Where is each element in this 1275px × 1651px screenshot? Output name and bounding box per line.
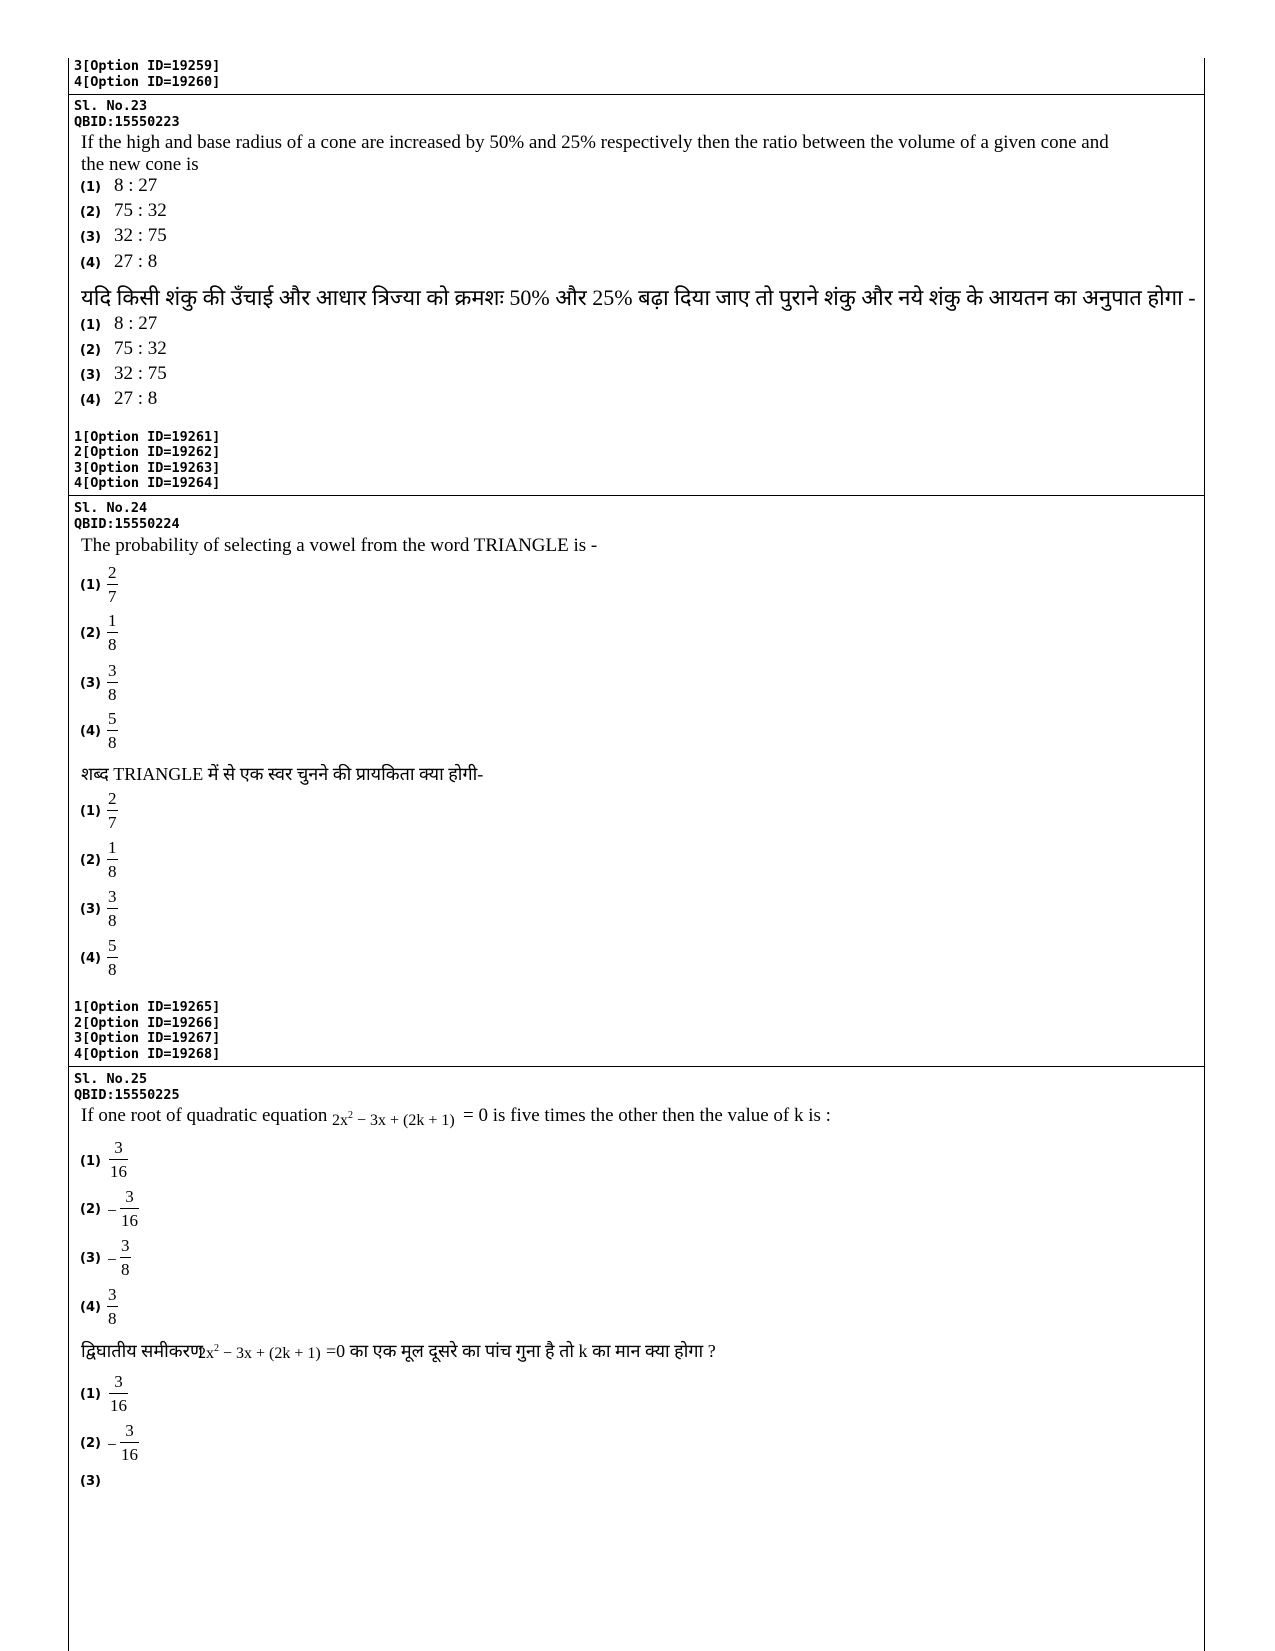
fraction bbox=[107, 1285, 118, 1328]
option-label: (3) bbox=[80, 676, 101, 691]
row-divider bbox=[68, 94, 1205, 95]
fraction-denominator: 7 bbox=[108, 813, 117, 832]
option-id: 2[Option ID=19266] bbox=[74, 1015, 221, 1031]
option-label: (4) bbox=[80, 1300, 101, 1315]
option-label: (2) bbox=[80, 1202, 101, 1217]
fraction bbox=[109, 1372, 128, 1415]
option-label: (1) bbox=[80, 804, 101, 819]
option-id: 1[Option ID=19261] bbox=[74, 429, 221, 445]
fraction-denominator: 8 bbox=[108, 960, 117, 979]
option-label: (2) bbox=[80, 343, 101, 358]
option-label: (4) bbox=[80, 951, 101, 966]
question-text-hindi-part2: =0 का एक मूल दूसरे का पांच गुना है तो k का मान क्या होगा ? bbox=[326, 1341, 716, 1361]
option-label: (3) bbox=[80, 902, 101, 917]
option-label: (4) bbox=[80, 724, 101, 739]
equation-term: − 3x + (2k + 1) bbox=[353, 1112, 455, 1129]
fraction-denominator: 16 bbox=[110, 1396, 127, 1415]
qbid: QBID:15550225 bbox=[74, 1087, 180, 1103]
fraction-numerator: 3 bbox=[114, 1372, 123, 1391]
equation-term: 2x bbox=[332, 1112, 348, 1129]
fraction-denominator: 8 bbox=[108, 733, 117, 752]
question-text-part1: If one root of quadratic equation bbox=[81, 1105, 328, 1126]
option-label: (2) bbox=[80, 626, 101, 641]
equation-exponent: 2 bbox=[214, 1343, 219, 1354]
fraction-denominator: 8 bbox=[108, 1309, 117, 1328]
fraction-numerator: 3 bbox=[108, 887, 117, 906]
option-label: (3) bbox=[80, 230, 101, 245]
option-id: 1[Option ID=19265] bbox=[74, 999, 221, 1015]
option-label: (3) bbox=[80, 1251, 101, 1266]
equation-term: − 3x + (2k + 1) bbox=[219, 1345, 321, 1362]
fraction-numerator: 1 bbox=[108, 611, 117, 630]
option-fraction bbox=[107, 887, 118, 930]
option-fraction bbox=[107, 936, 118, 979]
row-divider bbox=[68, 495, 1205, 496]
fraction-denominator: 16 bbox=[121, 1211, 138, 1230]
option-id: 3[Option ID=19259] bbox=[74, 58, 221, 74]
question-text-hindi-part1: द्विघातीय समीकरण bbox=[81, 1341, 203, 1361]
option-fraction bbox=[107, 611, 118, 654]
option-label: (2) bbox=[80, 1436, 101, 1451]
fraction-numerator: 1 bbox=[108, 838, 117, 857]
option-label: (3) bbox=[80, 368, 101, 383]
fraction-denominator: 8 bbox=[108, 685, 117, 704]
option-label: (1) bbox=[80, 318, 101, 333]
option-label: (1) bbox=[80, 180, 101, 195]
option-id: 4[Option ID=19260] bbox=[74, 74, 221, 90]
equation-exponent: 2 bbox=[348, 1110, 353, 1121]
question-text-line1: If the high and base radius of a cone are increased by 50% and 25% respectively then the ratio between the volume of a given cone and bbox=[81, 132, 1109, 153]
fraction-sign: − bbox=[107, 1435, 117, 1454]
fraction-denominator: 7 bbox=[108, 587, 117, 606]
fraction-numerator: 3 bbox=[125, 1421, 134, 1440]
fraction-denominator: 16 bbox=[110, 1162, 127, 1181]
fraction bbox=[109, 1138, 128, 1181]
option-label: (2) bbox=[80, 853, 101, 868]
fraction-numerator: 3 bbox=[108, 1285, 117, 1304]
qbid: QBID:15550223 bbox=[74, 114, 180, 130]
quadratic-equation bbox=[198, 1343, 321, 1363]
option-fraction bbox=[107, 563, 118, 606]
fraction-numerator: 3 bbox=[108, 661, 117, 680]
equation-term: 2x bbox=[198, 1345, 214, 1362]
option-value: 75 : 32 bbox=[114, 338, 167, 359]
fraction-sign: − bbox=[107, 1201, 117, 1220]
option-id: 3[Option ID=19263] bbox=[74, 460, 221, 476]
option-value: 75 : 32 bbox=[114, 200, 167, 221]
option-label: (1) bbox=[80, 578, 101, 593]
serial-number: Sl. No.23 bbox=[74, 98, 148, 114]
option-fraction bbox=[107, 838, 118, 881]
option-id: 4[Option ID=19268] bbox=[74, 1046, 221, 1062]
option-label: (3) bbox=[80, 1474, 101, 1489]
fraction-denominator: 8 bbox=[108, 911, 117, 930]
fraction bbox=[120, 1236, 131, 1279]
question-text-hindi: शब्द TRIANGLE में से एक स्वर चुनने की प्रायकिता क्या होगी- bbox=[81, 764, 484, 784]
option-value: 32 : 75 bbox=[114, 363, 167, 384]
fraction-denominator: 8 bbox=[108, 862, 117, 881]
fraction-denominator: 16 bbox=[121, 1445, 138, 1464]
question-text-hindi: यदि किसी शंकु की उँचाई और आधार त्रिज्या को क्रमशः 50% और 25% बढ़ा दिया जाए तो पुराने शंकु और नये शंकु के आयतन का अनुपात होगा - bbox=[81, 285, 1196, 310]
serial-number: Sl. No.24 bbox=[74, 500, 148, 516]
fraction bbox=[120, 1187, 139, 1230]
option-value: 8 : 27 bbox=[114, 313, 158, 334]
row-divider bbox=[68, 1066, 1205, 1067]
option-value: 27 : 8 bbox=[114, 388, 158, 409]
fraction-numerator: 3 bbox=[114, 1138, 123, 1157]
fraction bbox=[120, 1421, 139, 1464]
option-fraction bbox=[107, 709, 118, 752]
option-label: (4) bbox=[80, 256, 101, 271]
question-text-line2: the new cone is bbox=[81, 154, 199, 175]
fraction-numerator: 5 bbox=[108, 936, 117, 955]
qbid: QBID:15550224 bbox=[74, 516, 180, 532]
fraction-numerator: 2 bbox=[108, 563, 117, 582]
option-id: 3[Option ID=19267] bbox=[74, 1030, 221, 1046]
quadratic-equation bbox=[332, 1110, 455, 1130]
option-label: (4) bbox=[80, 393, 101, 408]
option-value: 32 : 75 bbox=[114, 225, 167, 246]
option-id: 4[Option ID=19264] bbox=[74, 475, 221, 491]
option-id: 2[Option ID=19262] bbox=[74, 444, 221, 460]
option-value: 8 : 27 bbox=[114, 175, 158, 196]
fraction-sign: − bbox=[107, 1250, 117, 1269]
fraction-numerator: 3 bbox=[125, 1187, 134, 1206]
fraction-numerator: 3 bbox=[121, 1236, 130, 1255]
option-value: 27 : 8 bbox=[114, 251, 158, 272]
fraction-denominator: 8 bbox=[121, 1260, 130, 1279]
fraction-denominator: 8 bbox=[108, 635, 117, 654]
question-text: The probability of selecting a vowel from the word TRIANGLE is - bbox=[81, 535, 598, 556]
fraction-numerator: 2 bbox=[108, 789, 117, 808]
option-fraction bbox=[107, 661, 118, 704]
option-label: (1) bbox=[80, 1154, 101, 1169]
option-label: (1) bbox=[80, 1387, 101, 1402]
question-text-part2: = 0 is five times the other then the value of k is : bbox=[463, 1105, 831, 1126]
fraction-numerator: 5 bbox=[108, 709, 117, 728]
option-label: (2) bbox=[80, 205, 101, 220]
serial-number: Sl. No.25 bbox=[74, 1071, 148, 1087]
option-fraction bbox=[107, 789, 118, 832]
